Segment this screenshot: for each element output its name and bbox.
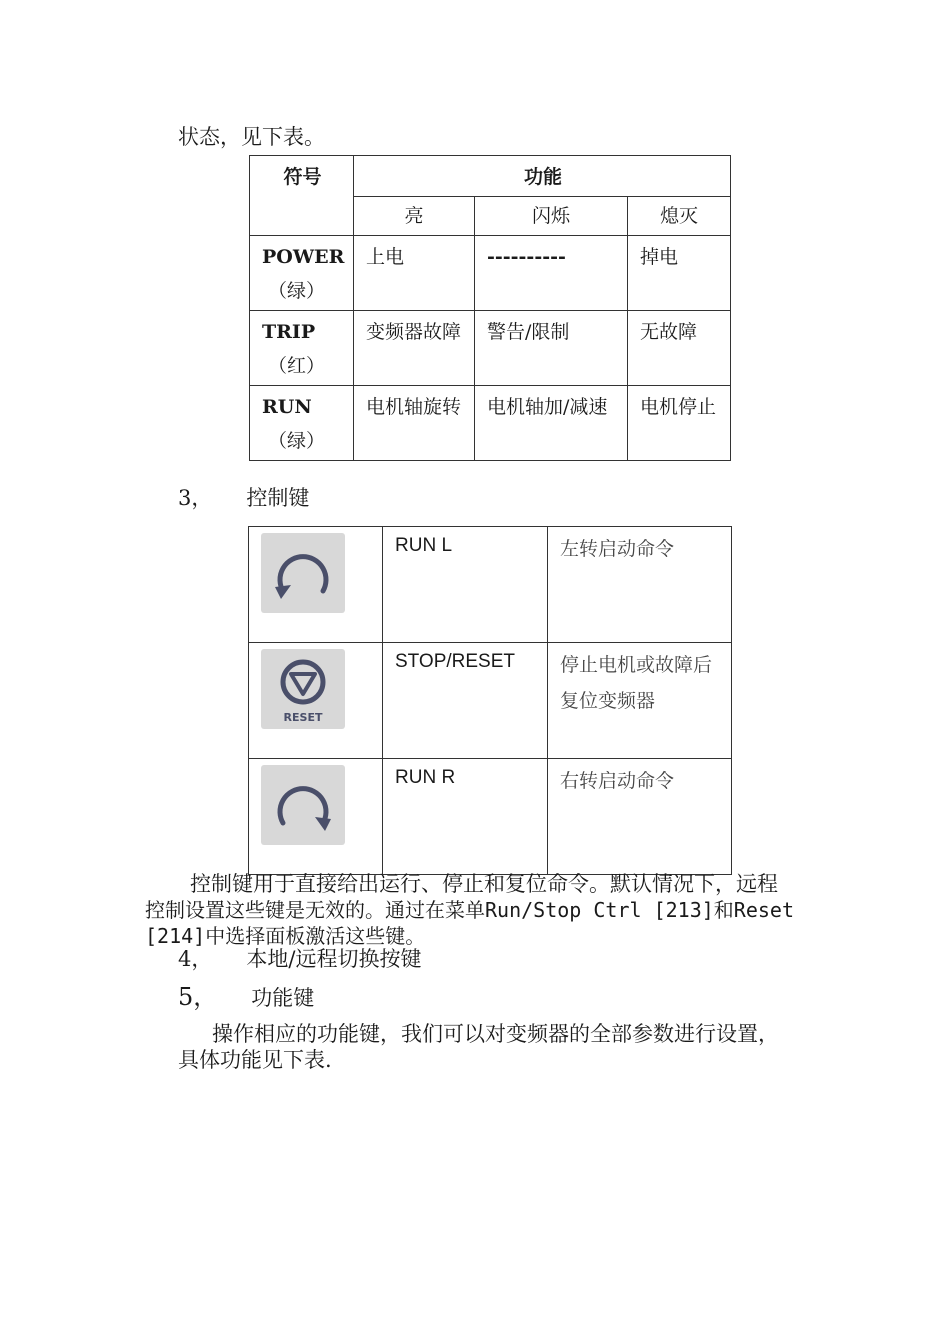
para-function-line1: 操作相应的功能键，我们可以对变频器的全部参数进行设置， [212, 1022, 779, 1046]
para-function-line2: 具体功能见下表. [178, 1048, 332, 1072]
section5-title: 功能键 [251, 986, 315, 1010]
led-power-on: 上电 [354, 236, 475, 311]
control-keys-table [248, 526, 732, 875]
run-left-key-cell [249, 527, 383, 643]
stop-reset-name: STOP/RESET [383, 643, 548, 759]
led-symbol-trip: TRIP （红） [250, 311, 354, 386]
run-left-name: RUN L [383, 527, 548, 643]
led-run-on: 电机轴旋转 [354, 386, 475, 461]
rotate-left-icon [261, 533, 345, 613]
led-run-flash: 电机轴加/减速 [475, 386, 628, 461]
intro-line: 状态，见下表。 [178, 125, 325, 149]
led-trip-on: 变频器故障 [354, 311, 475, 386]
led-status-table [249, 155, 731, 461]
led-symbol-power: POWER （绿） [250, 236, 354, 311]
stop-reset-key-cell [249, 643, 383, 759]
header-state-off: 熄灭 [628, 197, 731, 236]
led-power-flash: ---------- [475, 236, 628, 311]
run-right-desc: 右转启动命令 [548, 759, 732, 875]
header-state-on: 亮 [354, 197, 475, 236]
para-control-line2: 控制设置这些键是无效的。通过在菜单Run/Stop Ctrl [213]和Reset [145, 898, 794, 922]
reset-key-label: RESET [283, 711, 323, 724]
stop-reset-icon [261, 649, 345, 729]
section4-number: 4， [178, 947, 213, 971]
section4-heading [178, 946, 421, 972]
run-right-key-cell [249, 759, 383, 875]
run-left-key[interactable] [261, 533, 345, 613]
header-state-flash: 闪烁 [475, 197, 628, 236]
run-right-name: RUN R [383, 759, 548, 875]
section5-heading [178, 984, 314, 1011]
led-run-off: 电机停止 [628, 386, 731, 461]
led-trip-flash: 警告/限制 [475, 311, 628, 386]
para-control-line3: [214]中选择面板激活这些键。 [145, 924, 426, 948]
section3-heading [178, 485, 309, 511]
header-function: 功能 [354, 156, 731, 197]
led-trip-off: 无故障 [628, 311, 731, 386]
section4-title: 本地/远程切换按键 [246, 947, 422, 971]
section5-number: 5， [178, 983, 218, 1011]
run-right-key[interactable] [261, 765, 345, 845]
led-power-off: 掉电 [628, 236, 731, 311]
stop-reset-desc: 停止电机或故障后复位变频器 [548, 643, 732, 759]
para-control-line1: 控制键用于直接给出运行、停止和复位命令。默认情况下，远程 [190, 872, 778, 896]
rotate-right-icon [261, 765, 345, 845]
stop-reset-key[interactable] [261, 649, 345, 729]
run-left-desc: 左转启动命令 [548, 527, 732, 643]
led-symbol-run: RUN （绿） [250, 386, 354, 461]
section3-number: 3， [178, 486, 213, 510]
section3-title: 控制键 [246, 486, 310, 510]
header-symbol: 符号 [250, 156, 354, 236]
